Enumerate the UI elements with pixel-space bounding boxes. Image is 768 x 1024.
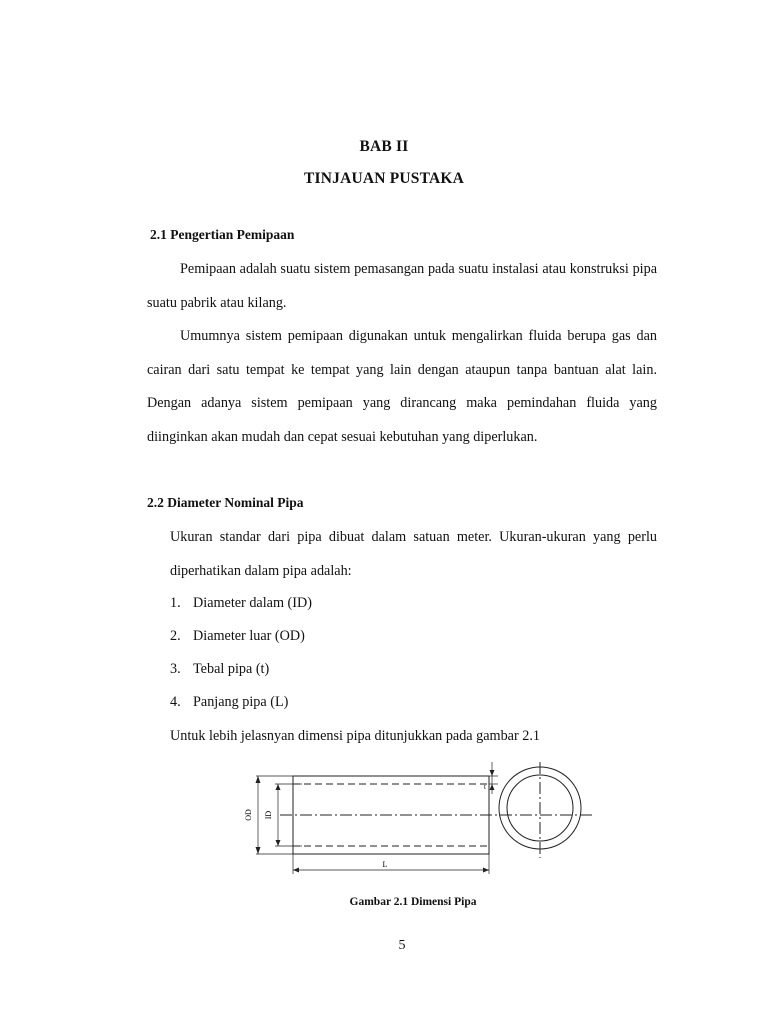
list-item (170, 620, 312, 653)
pipe-dimension-drawing (240, 758, 600, 878)
page-number: 5 (398, 938, 406, 953)
list-item (170, 686, 312, 719)
paragraph-2-text: Umumnya sistem pemipaan digunakan untuk mengalirkan fluida berupa gas dan cairan dari satu tempat ke tempat yang lain dengan ataupun tanpa bantuan alat lain. Dengan adanya sistem pemipaan yang dirancang maka pemindahan fluida yang diinginkan akan mudah dan cepat sesuai kebutuhan yang diperlukan. (147, 328, 657, 445)
list-text: Tebal pipa (t) (193, 661, 270, 677)
paragraph-1 (147, 253, 657, 320)
length-label: L (382, 860, 388, 869)
paragraph-2 (147, 320, 657, 454)
list-number: 1. (170, 595, 181, 611)
chapter-number: BAB II (359, 138, 409, 155)
paragraph-1-text: Pemipaan adalah suatu sistem pemasangan pada suatu instalasi atau konstruksi pipa suatu pabrik atau kilang. (147, 261, 657, 311)
figure-reference: Untuk lebih jelasnyan dimensi pipa ditunjukkan pada gambar 2.1 (170, 728, 540, 744)
chapter-title: TINJAUAN PUSTAKA (303, 170, 465, 187)
figure-caption: Gambar 2.1 Dimensi Pipa (349, 896, 477, 908)
id-label: ID (264, 810, 273, 820)
list-text: Diameter dalam (ID) (193, 595, 312, 611)
list-number: 4. (170, 694, 181, 710)
od-label: OD (244, 809, 253, 821)
list-item (170, 587, 312, 620)
section-heading-2-1: 2.1 Pengertian Pemipaan (150, 227, 295, 242)
section-heading-2-2: 2.2 Diameter Nominal Pipa (147, 495, 304, 510)
list-number: 2. (170, 628, 181, 644)
list-item (170, 653, 312, 686)
thickness-label: t (484, 783, 486, 791)
list-text: Diameter luar (OD) (193, 628, 305, 644)
list-text: Panjang pipa (L) (193, 694, 289, 710)
section-2-2-intro: Ukuran standar dari pipa dibuat dalam satuan meter. Ukuran-ukuran yang perlu diperhatikan dalam pipa adalah: (170, 529, 657, 579)
list-number: 3. (170, 661, 181, 677)
dimension-list (170, 587, 312, 719)
